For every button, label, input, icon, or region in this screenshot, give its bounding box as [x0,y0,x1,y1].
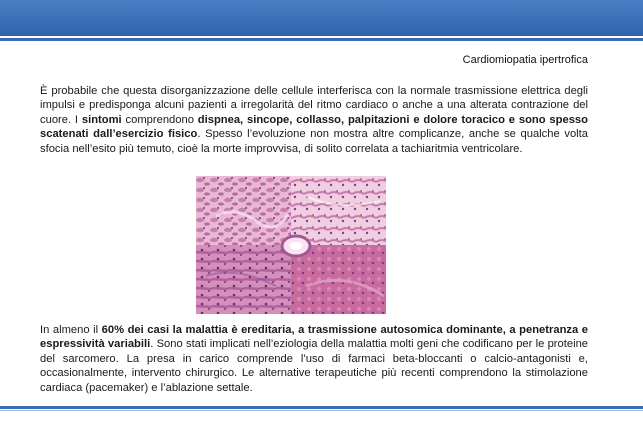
footer-divider-thin [0,410,643,411]
paragraph-heredity [40,323,588,395]
para1-bold-2: dispnea, sincope, collasso, palpitazioni e dolore toracico e sono spesso scatenati dall’esercizio fisico [40,113,588,141]
panel-top-left [196,176,291,245]
panel-bottom-left [196,245,291,314]
para1-bold-1: sintomi [81,113,122,126]
para2-text-1: In almeno il [40,324,102,336]
footer-divider [0,406,643,409]
histology-image [196,176,386,314]
panel-top-right [291,176,386,245]
header-divider [0,38,643,41]
para1-text-1: È probabile che questa disorganizzazione delle cellule interferisca con la normale trasmissione elettrica degli impulsi e predisponga alcuni pazienti a irregolarità del ritmo cardiaco o anche a una alterata contrazione del cuore. I [40,85,588,126]
para2-text-2: . Sono stati implicati nell’eziologia della malattia molti geni che codificano per le proteine del sarcomero. La presa in carico comprende l’uso di farmaci beta-bloccanti o calcio-antagonisti e, occasionalmente, intervento chirurgico. Le alternative terapeutiche più recenti comprendono la stimolazione cardiaca (pacemaker) e l’ablazione settale. [40,338,589,394]
histology-micrograph [196,176,386,314]
header-bar [0,0,643,36]
vessel-lumen [290,242,302,250]
para2-bold-1: 60% dei casi la malattia è ereditaria, a trasmissione autosomica dominante, a penetranza e espressività variabili [40,324,588,351]
para1-text-2: comprendono [121,113,198,126]
section-title: Cardiomiopatia ipertrofica [462,54,588,66]
paragraph-symptoms [40,84,588,156]
para1-text-3: . Spesso l’evoluzione non mostra altre complicanze, anche se qualche volta sfocia nell’esito più temuto, cioè la morte improvvisa, di solito correlata a tachiaritmia ventricolare. [40,128,588,155]
